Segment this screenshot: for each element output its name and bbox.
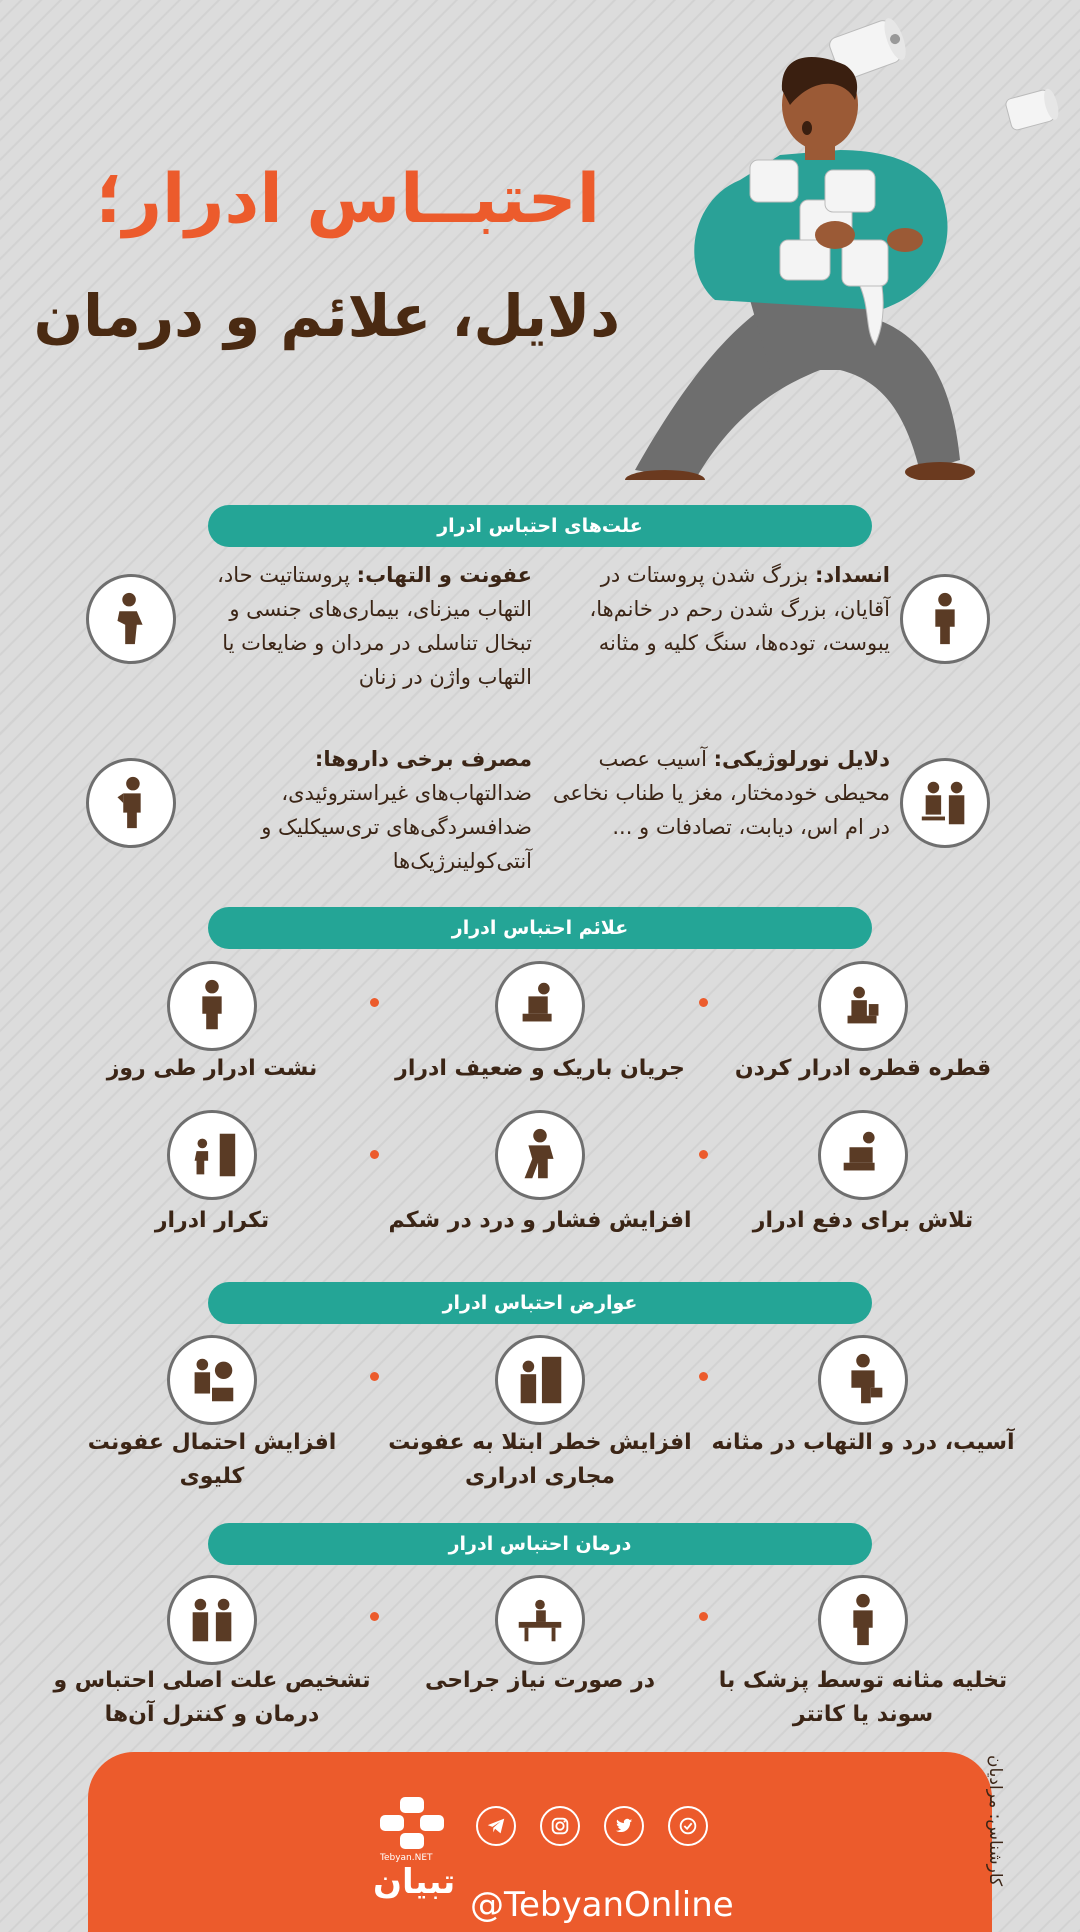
abdominal-pain-icon xyxy=(511,1126,569,1184)
symptom-label-1: قطره قطره ادرار کردن xyxy=(734,1056,992,1081)
twitter-button[interactable] xyxy=(604,1806,644,1846)
cause-body: بزرگ شدن پروستات در آقایان، بزرگ شدن رحم در خانم‌ها، یبوست، توده‌ها، سنگ کلیه و مثانه xyxy=(589,563,890,655)
separator-dot xyxy=(699,1372,708,1381)
cause-icon-4 xyxy=(86,758,176,848)
treatment-label-1: تخلیه مثانه توسط پزشک با سوند یا کاتتر xyxy=(718,1668,1008,1727)
symptom-label-6: تکرار ادرار xyxy=(154,1208,270,1233)
symptom-label-3: نشت ادرار طی روز xyxy=(106,1056,318,1081)
telegram-icon xyxy=(485,1815,507,1837)
doctor-exam-icon xyxy=(183,1591,241,1649)
separator-dot xyxy=(699,1612,708,1621)
doctor-visit-icon xyxy=(916,774,974,832)
symptom-label-2: جریان باریک و ضعیف ادرار xyxy=(395,1056,685,1081)
kidney-infection-icon xyxy=(183,1351,241,1409)
complication-icon-3 xyxy=(167,1335,257,1425)
restroom-door-icon xyxy=(511,1351,569,1409)
treatment-label-3: تشخیص علت اصلی احتباس و درمان و کنترل آن‌ها xyxy=(53,1668,371,1727)
cause-text-1 xyxy=(550,558,890,660)
toilet-strain-icon xyxy=(511,977,569,1035)
symptom-icon-3 xyxy=(167,961,257,1051)
complication-icon-2 xyxy=(495,1335,585,1425)
cause-text-2 xyxy=(192,558,532,694)
symptom-label-4: تلاش برای دفع ادرار xyxy=(752,1208,974,1233)
cause-heading: مصرف برخی داروها: xyxy=(314,747,532,771)
page-subtitle: دلایل، علائم و درمان xyxy=(33,282,620,350)
brand-name: تبیان xyxy=(373,1862,456,1902)
cause-text-3 xyxy=(550,742,890,844)
toilet-effort-icon xyxy=(834,1126,892,1184)
toilet-person-icon xyxy=(834,977,892,1035)
cause-body: پروستاتیت حاد، التهاب میزنای، بیماری‌های جنسی و تبخال تناسلی در مردان و ضایعات یا التهاب واژن در زنان xyxy=(217,563,532,689)
treatment-icon-1 xyxy=(818,1575,908,1665)
twitter-icon xyxy=(613,1815,635,1837)
cause-icon-2 xyxy=(86,574,176,664)
symptom-label-5: افزایش فشار و درد در شکم xyxy=(388,1208,692,1233)
cause-icon-1 xyxy=(900,574,990,664)
social-handle[interactable]: @TebyanOnline xyxy=(470,1885,734,1925)
section-header-complications: عوارض احتباس ادرار xyxy=(208,1282,872,1324)
separator-dot xyxy=(699,1150,708,1159)
cause-body: ضدالتهاب‌های غیراستروئیدی، ضدافسردگی‌های تری‌سیکلیک و آنتی‌کولینرژیک‌ها xyxy=(261,781,532,873)
running-to-door-icon xyxy=(183,1126,241,1184)
cause-heading: دلایل نورلوژیکی: xyxy=(713,747,890,771)
bent-person-icon xyxy=(102,590,160,648)
man-with-toilet-paper-illustration xyxy=(620,10,1060,480)
treatment-label-2: در صورت نیاز جراحی xyxy=(424,1668,656,1693)
symptom-icon-5 xyxy=(495,1110,585,1200)
complication-label-2: افزایش خطر ابتلا به عفونت مجاری ادراری xyxy=(388,1430,692,1489)
complication-label-3: افزایش احتمال عفونت کلیوی xyxy=(87,1430,337,1489)
cause-icon-3 xyxy=(900,758,990,848)
symptom-icon-2 xyxy=(495,961,585,1051)
symptom-icon-4 xyxy=(818,1110,908,1200)
symptom-icon-6 xyxy=(167,1110,257,1200)
cause-heading: انسداد: xyxy=(815,563,890,587)
page-title: احتبــاس ادرار؛ xyxy=(95,160,600,239)
catheter-person-icon xyxy=(834,1591,892,1649)
telegram-button[interactable] xyxy=(476,1806,516,1846)
surgery-table-icon xyxy=(511,1591,569,1649)
cause-heading: عفونت و التهاب: xyxy=(356,563,532,587)
credit-text: کارشناس: مرادیان xyxy=(985,1755,1005,1887)
section-header-treatment: درمان احتباس ادرار xyxy=(208,1523,872,1565)
treatment-icon-2 xyxy=(495,1575,585,1665)
cause-body: آسیب عصب محیطی خودمختار، مغز یا طناب نخاعی در ام اس، دیابت، تصادفات و ... xyxy=(552,747,890,839)
complication-label-1: آسیب، درد و التهاب در مثانه xyxy=(711,1430,1015,1455)
treatment-icon-3 xyxy=(167,1575,257,1665)
separator-dot xyxy=(370,1612,379,1621)
section-header-symptoms: علائم احتباس ادرار xyxy=(208,907,872,949)
standing-person-icon xyxy=(916,590,974,648)
separator-dot xyxy=(699,998,708,1007)
bladder-pain-icon xyxy=(834,1351,892,1409)
brand-url: Tebyan.NET xyxy=(380,1853,433,1863)
separator-dot xyxy=(370,1150,379,1159)
cause-text-4 xyxy=(192,742,532,878)
instagram-button[interactable] xyxy=(540,1806,580,1846)
complication-icon-1 xyxy=(818,1335,908,1425)
leak-person-icon xyxy=(183,977,241,1035)
instagram-icon xyxy=(549,1815,571,1837)
separator-dot xyxy=(370,1372,379,1381)
section-header-causes: علت‌های احتباس ادرار xyxy=(208,505,872,547)
check-badge-icon xyxy=(677,1815,699,1837)
symptom-icon-1 xyxy=(818,961,908,1051)
flying-roll-icon xyxy=(1005,87,1060,131)
separator-dot xyxy=(370,998,379,1007)
verified-button[interactable] xyxy=(668,1806,708,1846)
dizzy-person-icon xyxy=(102,774,160,832)
